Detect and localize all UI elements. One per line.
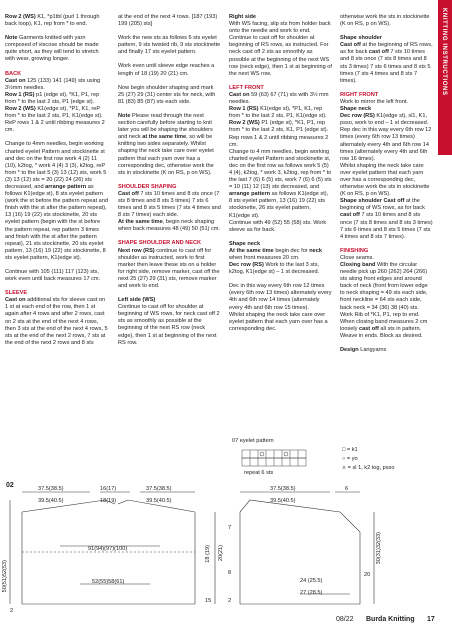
legend-item: □ = k1 — [342, 447, 358, 453]
measure-front-lower-1: 24 (25.5) — [300, 578, 323, 584]
measure-front-lower-2: 27 (28.5) — [300, 590, 323, 596]
measure-top-left-2: 39.5(40.5) — [38, 498, 64, 504]
measure-side-15: 15 — [205, 598, 212, 604]
paragraph: at the end of the next 4 rows. [187 (193) 199 (205) sts] — [118, 14, 218, 28]
measure-side-7: 7 — [228, 525, 232, 531]
measure-left-height: 50(51)52(53) — [2, 560, 8, 593]
side-tab-label: KNITTING INSTRUCTIONS — [441, 8, 447, 96]
paragraph: BACK Cast on 125 (133) 141 (149) sts using 3½mm needles. Row 1 (RS) p1 (edge st), *K1, P1, rep from * to the last 2 sts, P1 (edge st). Row 2 (WS) K1(edge st), *P1, K1, reP from * to the last 2 sts, P1, K1(edge st). ReP rows 1 & 2 until ribbing measures 2 cm. — [5, 70, 105, 134]
measure-lower-width: 52(55)58(61) — [92, 579, 125, 585]
garment-schematic — [0, 486, 452, 616]
column-1 — [5, 14, 108, 354]
measure-neck-width-2: 18(19) — [100, 498, 117, 504]
footer-magazine: Burda Knitting — [366, 616, 415, 623]
paragraph: Continue with 105 (111) 117 (123) sts, work even until back measures 17 cm. — [5, 269, 101, 283]
paragraph: SHAPE SHOULDER AND NECK Next row (RS) continue to cast off for shoulder as instructed, work to first marker then leave these sts on a holder for right side, remove marker, cast off the next 25 (27) 29 (31) sts, remove marker and work to end. — [118, 240, 220, 289]
measure-front-20: 20 — [364, 572, 371, 578]
figure-number: 02 — [6, 482, 14, 489]
measure-side-8: 8 — [228, 570, 232, 576]
measure-back-width: 91(94)(97)(100) — [88, 546, 128, 552]
paragraph: FINISHING Close seams. Closing band With the circular needle pick up 260 (262) 264 (266) sts along front edges and around back of neck (front from lower edge to neck shaping = 49 sts each side, front neckline = 64 sts each side, back neck = 34 (36) 38 (40) sts. Work Rib of *K1, P1, rep to end. When closing band measures 2 cm loosely cast off all sts in pattern. Weave in ends. Block as desired. — [340, 247, 428, 339]
pattern-repeat: repeat 6 sts — [244, 470, 274, 476]
paragraph: Work the new sts as follows 6 sts eyelet pattern, 9 sts twisted rib, 9 sts stockinette and finally 17 sts eyelet pattern. — [118, 35, 221, 56]
measure-top-right-2: 39.5(40.5) — [146, 498, 172, 504]
measure-top-right: 37.5(38.5) — [146, 486, 172, 492]
paragraph: Now begin shoulder shaping and mark 25 (27) 29 (31) center sts for neck, with 81 (83) 85 (87) sts each side. — [118, 84, 216, 105]
paragraph: RIGHT FRONT Work to mirror the left front. Shape neck Dec row (RS) K1(edge st), sl1, K1, psso, work to end – 1 st decreased. Rep dec in this way every 6th row 12 times (every 6th row 13 times) alternately every 4th and 6th row 14 times (alternately every 4th and 6th row 16 times). Whilst shaping the neck take care over eyelet pattern that each yarn over has a corresponding dec, otherwise work the sts in stockinette (K on RS, p on WS). Shape shoulder Cast off at the beginning of WS rows, as for back cast off 7 sts 10 times and 8 sts once (7 sts 8 times and 8 sts 3 times) 7 sts 6 times and 8 sts 5 times (7 sts 4 times and 8 sts 7 times). — [340, 91, 433, 240]
legend-item: ⋏ = sl 1, k2 tog, psso — [342, 465, 395, 471]
paragraph: Work even until sleeve edge reaches a length of 18 (19) 20 (21) cm. — [118, 63, 215, 77]
paragraph: otherwise work the sts in stockinette (K on RS, p on WS). — [340, 14, 430, 28]
measure-side-1b: 20(21) — [218, 545, 224, 562]
paragraph: Change to 4mm needles, begin working charted eyelet Pattern and stockinette st and dec on the first row work 4 (2) 11 (10), k2tog, * work 4 (4) 3 (3), k2tog, reP from * to the last 5 (3) 13 (12) sts, work 5 (3) 13 (12) sts = 20 (22) 24 (26) sts decreased, and arrange pattern as follows K1(edge st), 8 sts eyelet pattern (work the st before the pattern repeat and finish with the st after the pattern repeat), 13 (16) 19 (22) sts stockinette, 20 sts eyelet pattern (begin with the st before the pattern repeat, rep pattern 3 times and finish with the st after the pattern repeat), 21 sts stockinette, 20 sts eyelet pattern, 13 (16) 19 (22) sts stockinette, 8 sts eyelet pattern, K1(edge st). — [5, 141, 108, 261]
paragraph: SHOULDER SHAPING Cast off 7 sts 10 times and 8 sts once (7 sts 8 times and 8 sts 3 times) 7 sts 6 times and 8 sts 5 times (7 sts 4 times and 8 sts 7 times) each side. At the same time, begin neck shaping when back measures 48 (49) 50 (51) cm. — [118, 183, 221, 233]
paragraph: LEFT FRONT Cast on 59 (63) 67 (71) sts with 3½ mm needles. Row 1 (RS) K1(edge st), *P1, K1, rep from * to the last 2 sts, P1, K1(edge st). Row 2 (WS) P1 (edge st), *K1, P1, rep from * to the last 2 sts, K1, P1 (edge st). Rep rows 1 & 2 until ribbing measures 2 cm. Change to 4 mm needles, begin working charted eyelet Pattern and stockinette st, dec on the first row as follows work 5 (5) 4 (4), k2tog, * work 3, k2tog, rep from * to the last 7 (6) 6 (5) sts, work 7 (6) 6 (5) sts = 10 (11) 12 (13) sts decreased, and arrange pattern as follows K1(edge st), 8 sts eyelet pattern, 13 (16) 19 (22) sts stockinette, 26 sts eyelet pattern, K1(edge st). Continue with 49 (52) 55 (58) sts. Work sleeve as for back. — [229, 84, 332, 233]
paragraph: Note Please read through the next section carefully before starting to knit later you will be shaping the shoulders and neck at the same time, so will be knitting two sides separately. Whilst shaping the neck take care over eyelet pattern that each yarn over has a corresponding dec, otherwise work the sts in stockinette (K on RS, p on WS). — [118, 112, 214, 176]
paragraph: Right side With WS facing, slip sts from holder back onto the needle and work to end. Continue to cast off for shoulder at beginning of RS rows, as instructed. For neck cast off 2 sts as smoothly as possible at the beginning of the next WS row (neck edge), then 1 st at beginning of the next WS row. — [229, 14, 332, 77]
paragraph: Design Langyarns — [340, 347, 387, 354]
measure-front-neck: 6 — [345, 486, 349, 492]
pattern-legend — [342, 446, 394, 473]
pattern-label: 07 eyelet pattern — [232, 438, 274, 444]
paragraph: SLEEVE Cast on additional sts for sleeve cast on 1 st at each end of the row, then 1 st again after 4 rows and after 2 rows, cast on 2 sts at the end of the next 4 rows, then 3 sts at the end of the next 4 rows, 5 sts at the end of the next 2 rows, 7 sts at the end of the next 2 rows and 8 sts — [5, 290, 108, 346]
paragraph: Shape neck At the same time begin dec for neck when front measures 20 cm. Dec row (RS) Work to the last 3 sts, k2tog, K1(edge st) – 1 st decreased. — [229, 240, 322, 276]
measure-neck-width: 16(17) — [100, 486, 117, 492]
side-tab — [438, 0, 452, 155]
measure-top-left: 37.5(38.5) — [38, 486, 64, 492]
measure-front-top-2: 39.5(40.5) — [270, 498, 296, 504]
measure-side-2: 2 — [228, 598, 232, 604]
measure-side-1: 18 (19) — [205, 545, 211, 563]
paragraph: Shape shoulder Cast off at the beginning of RS rows, as for back cast off 7 sts 10 times and 8 sts once (7 sts 8 times and 8 sts 3 times) 7 sts 6 times and 8 sts 5 times (7 sts 4 times and 8 sts 7 times). — [340, 35, 433, 84]
footer-page: 17 — [427, 616, 435, 623]
column-4 — [340, 14, 433, 361]
eyelet-pattern-chart — [240, 448, 310, 470]
paragraph: Left side (WS) Continue to cast off for shoulder at beginning of WS rows, for neck cast off 2 sts as smoothly as possible at the beginning of the next RS row (neck edge), then 1 st at beginning of the next RS row. — [118, 297, 220, 346]
paragraph: Dec in this way every 6th row 12 times (every 6th row 13 times) alternately every 4th and 6th row 14 times (alternately every 4th and 6th row 15 times). Whilst shaping the neck take care over eyelet pattern that each yarn over has a corresponding dec. — [229, 283, 332, 332]
column-2 — [118, 14, 221, 354]
column-3 — [229, 14, 332, 340]
paragraph: Note Garments knitted with yarn composed of viscose should be made quite short, as they will tend to stretch with wear, growing longer. — [5, 35, 99, 63]
paragraph: Row 2 (WS) K1, *p1tbl (purl 1 through back loop), K1, rep from * to end. — [5, 14, 100, 28]
legend-item: ○ = yo — [342, 456, 358, 462]
measure-front-top: 37.5(38.5) — [270, 486, 296, 492]
measure-front-height: 30(31)32(33) — [376, 532, 382, 565]
footer-issue: 08/22 — [336, 616, 354, 623]
measure-side-2b: 2 — [10, 608, 14, 614]
